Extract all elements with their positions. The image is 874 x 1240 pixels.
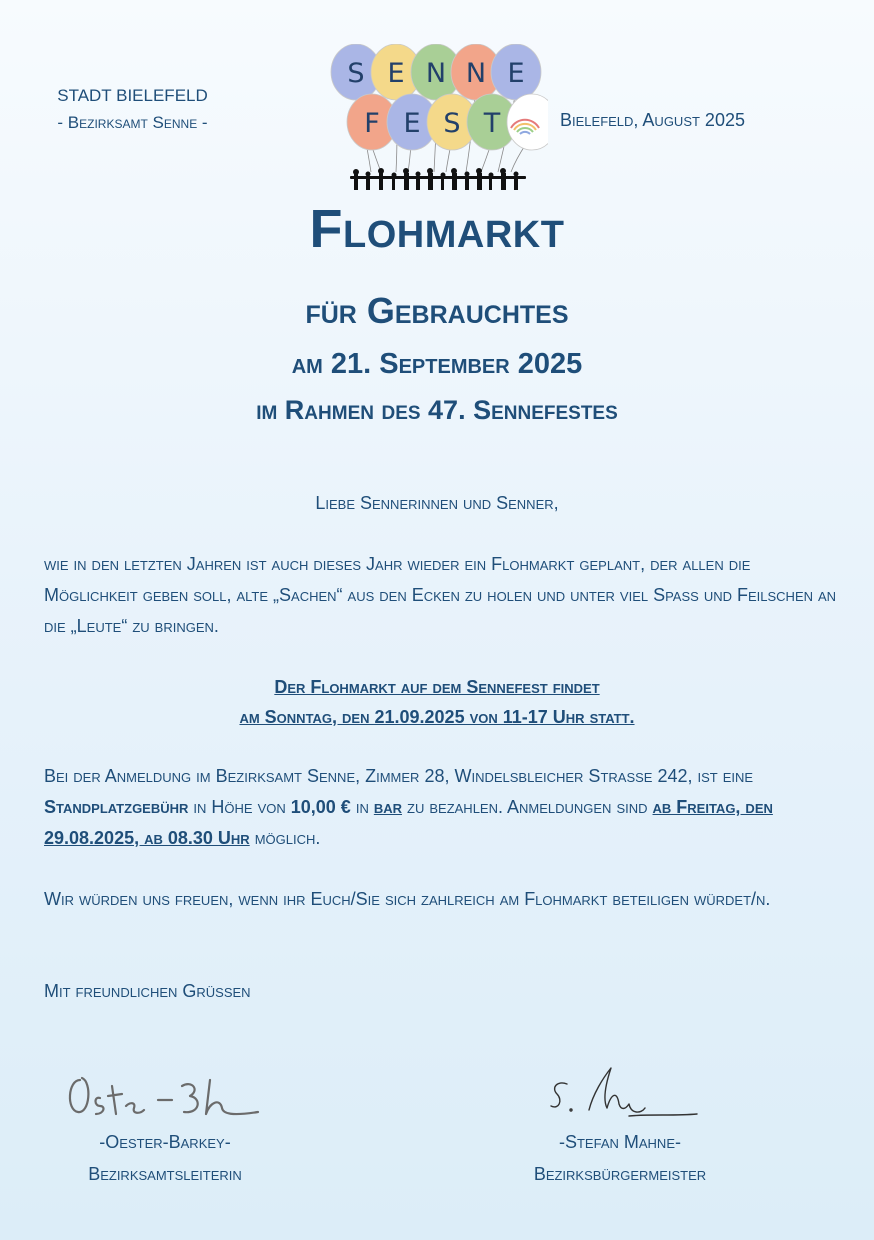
closing: Mit freundlichen Grüßen <box>44 981 251 1001</box>
sender-office: - Bezirksamt Senne - <box>57 113 208 132</box>
notice-line1: Der Flohmarkt auf dem Sennefest findet <box>274 677 600 697</box>
sender-city: STADT BIELEFELD <box>57 86 208 105</box>
reg-text3: in <box>350 797 374 817</box>
reg-text1: Bei der Anmeldung im Bezirksamt Senne, Zimmer 28, Windelsbleicher Straße 242, ist eine <box>44 766 754 786</box>
signatory-left-name: -Oester-Barkey- <box>99 1132 231 1152</box>
page-title: Flohmarkt <box>309 199 565 259</box>
logo-letter: S <box>443 108 461 139</box>
signatory-right-role: Bezirksbürgermeister <box>533 1164 707 1184</box>
logo-letter: T <box>483 108 501 139</box>
subtitle-event: im Rahmen des 47. Sennefestes <box>256 395 618 425</box>
logo-balloons-row1 <box>331 44 541 100</box>
registration-start: ab Freitag, den 29.08.2025, ab 08.30 Uhr <box>44 797 773 848</box>
greeting: Liebe Sennerinnen und Senner, <box>315 493 559 513</box>
reg-text2: in Höhe von <box>188 797 291 817</box>
signature-oester-barkey <box>60 1062 270 1124</box>
notice-line2: am Sonntag, den 21.09.2025 von 11-17 Uhr statt. <box>239 707 635 727</box>
reg-text5: möglich. <box>249 828 321 848</box>
fee-label: Standplatzgebühr <box>44 797 189 817</box>
signatory-right <box>490 1126 750 1190</box>
intro-paragraph: wie in den letzten Jahren ist auch dieses Jahr wieder ein Flohmarkt geplant, der allen die Möglichkeit geben soll, alte „Sachen“ aus den Ecken zu holen und unter viel Spaß und Feilschen an die „Leute“ zu bringen. <box>44 554 837 636</box>
signatory-left <box>40 1126 290 1190</box>
sender-block <box>20 82 245 136</box>
reg-text4: zu bezahlen. Anmeldungen sind <box>402 797 653 817</box>
subtitle-date: am 21. September 2025 <box>291 348 583 380</box>
signature-stefan-mahne <box>545 1064 705 1124</box>
sennefest-logo <box>326 44 548 200</box>
people-silhouettes <box>350 168 526 190</box>
logo-letter: E <box>507 58 525 89</box>
logo-letter: E <box>403 108 421 139</box>
invitation-paragraph: Wir würden uns freuen, wenn ihr Euch/Sie sich zahlreich am Flohmarkt beteiligen würdet/n. <box>44 889 771 909</box>
signatory-left-role: Bezirksamtsleiterin <box>88 1164 242 1184</box>
logo-balloon <box>507 94 548 150</box>
logo-letter: E <box>387 58 405 89</box>
date-line: Bielefeld, August 2025 <box>560 110 745 130</box>
fee-amount: 10,00 € <box>290 797 351 817</box>
event-notice <box>0 672 874 732</box>
signatory-right-name: -Stefan Mahne- <box>558 1132 681 1152</box>
logo-letter: S <box>347 58 365 89</box>
payment-cash: bar <box>373 797 403 817</box>
logo-letter: N <box>465 58 487 89</box>
subtitle-purpose: für Gebrauchtes <box>305 290 569 331</box>
logo-letter: F <box>364 108 380 139</box>
logo-letter: N <box>425 58 447 89</box>
registration-paragraph <box>44 761 854 854</box>
